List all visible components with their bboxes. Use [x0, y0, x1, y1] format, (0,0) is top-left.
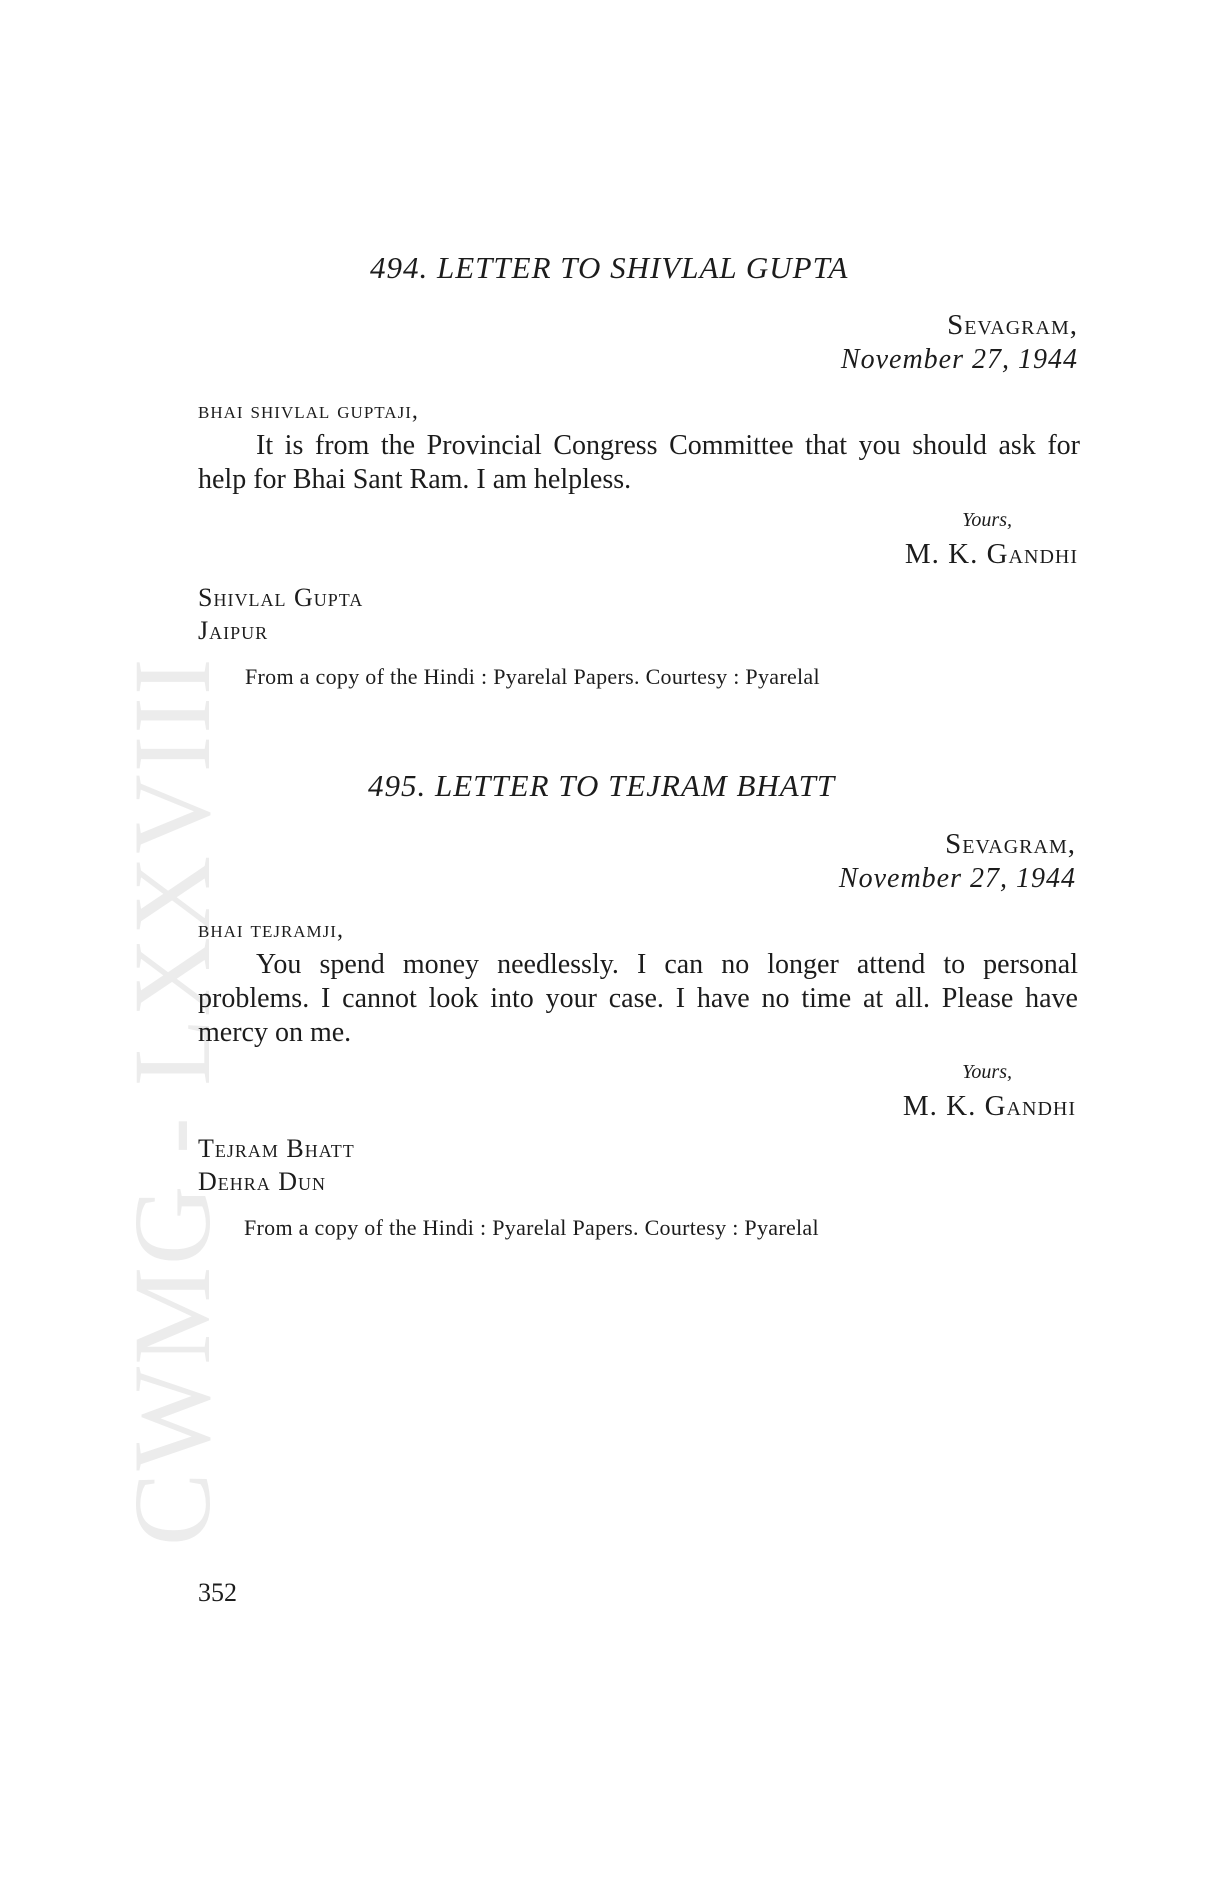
- letter-signature: M. K. Gandhi: [902, 1090, 1076, 1122]
- letter-date: November 27, 1944: [840, 344, 1078, 375]
- addressee-place: Dehra Dun: [198, 1167, 327, 1196]
- letter-heading: 495. LETTER TO TEJRAM BHATT: [368, 768, 836, 803]
- page-number: 352: [198, 1578, 237, 1607]
- addressee-name: Tejram Bhatt: [198, 1134, 355, 1163]
- source-note: From a copy of the Hindi : Pyarelal Papers. Courtesy : Pyarelal: [245, 664, 820, 689]
- letter-heading: 494. LETTER TO SHIVLAL GUPTA: [370, 250, 849, 285]
- addressee-name: Shivlal Gupta: [198, 583, 364, 612]
- letter-salutation: bhai tejramji,: [198, 917, 344, 943]
- letter-date: November 27, 1944: [838, 863, 1076, 894]
- watermark: CWMG - LXXVIII: [111, 656, 233, 1546]
- source-note: From a copy of the Hindi : Pyarelal Papers. Courtesy : Pyarelal: [244, 1215, 819, 1240]
- letter-closing: Yours,: [962, 1061, 1012, 1083]
- letter-place: Sevagram,: [947, 309, 1078, 341]
- letter-place: Sevagram,: [945, 828, 1076, 860]
- letter-body-paragraph: You spend money needlessly. I can no longer attend to personal problems. I cannot look into your case. I have no time at all. Please have mercy on me.: [198, 949, 1078, 1048]
- letter-body: [198, 429, 1080, 497]
- letter-body-paragraph: It is from the Provincial Congress Committee that you should ask for help for Bhai Sant Ram. I am helpless.: [198, 430, 1080, 495]
- letter-signature: M. K. Gandhi: [904, 538, 1078, 570]
- addressee-place: Jaipur: [198, 616, 269, 645]
- letter-body: [198, 948, 1078, 1050]
- letter-closing: Yours,: [962, 509, 1012, 531]
- letter-salutation: bhai shivlal guptaji,: [198, 398, 419, 424]
